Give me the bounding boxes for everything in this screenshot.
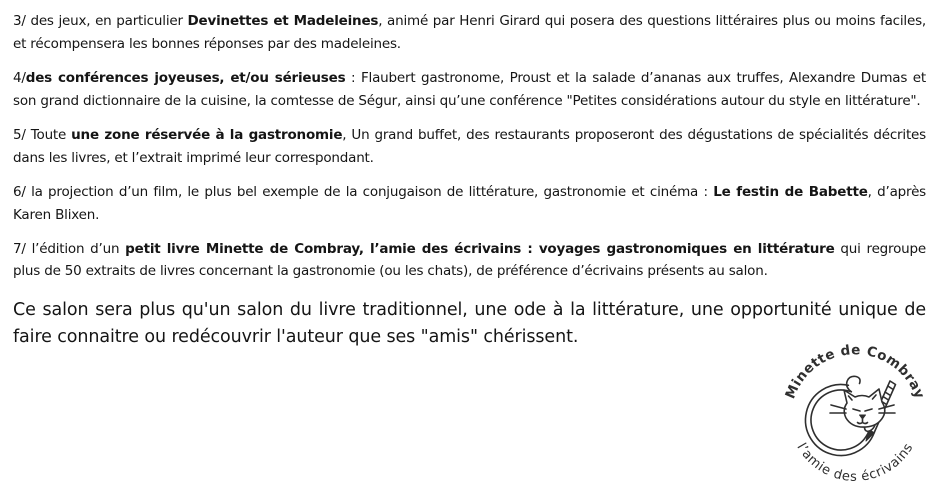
paragraph bbox=[13, 67, 926, 113]
logo-top-text: Minette de Combray bbox=[782, 344, 928, 402]
text-run: qui regroupe plus de 50 extraits de livres concernant la gastronomie (ou les chats), de préférence d’écrivains présents au salon. bbox=[13, 240, 926, 280]
text-run: , animé par Henri Girard qui posera des questions littéraires plus ou moins faciles, et récompensera les bonnes réponses par des madeleines. bbox=[13, 13, 926, 52]
text-run: , Un grand buffet, des restaurants proposeront des dégustations de spécialités décrites dans les livres, et l’extrait imprimé leur correspondant. bbox=[13, 126, 926, 166]
text-run: : Flaubert gastronome, Proust et la salade d’ananas aux truffes, Alexandre Dumas et son grand dictionnaire de la cuisine, la comtesse de Ségur, ainsi qu’une conférence "Petites considérations autour du style en littérature". bbox=[13, 69, 926, 109]
bold-text-run: des conférences joyeuses, et/ou sérieuses bbox=[25, 69, 346, 86]
cat-author-logo-icon bbox=[775, 344, 935, 484]
logo-bottom-text: l’amie des écrivains bbox=[793, 440, 917, 484]
text-run: 4/ bbox=[13, 69, 26, 86]
text-run: 3/ des jeux, en particulier bbox=[13, 13, 188, 29]
paragraph bbox=[13, 10, 926, 56]
text-run: 6/ la projection d’un film, le plus bel exemple de la conjugaison de littérature, gastronomie et cinéma : bbox=[13, 183, 714, 200]
bold-text-run: Devinettes et Madeleines bbox=[187, 13, 379, 29]
paragraph bbox=[13, 238, 926, 284]
paragraph bbox=[13, 124, 926, 170]
text-run: , d’après Karen Blixen. bbox=[13, 183, 927, 223]
paragraph bbox=[13, 181, 926, 227]
bold-text-run: une zone réservée à la gastronomie bbox=[71, 126, 343, 143]
bold-text-run: petit livre Minette de Combray, l’amie des écrivains : voyages gastronomiques en littérature bbox=[125, 240, 835, 257]
document-body bbox=[13, 10, 926, 361]
bold-text-run: Le festin de Babette bbox=[713, 183, 868, 200]
text-run: 7/ l’édition d’un bbox=[13, 240, 126, 257]
text-run: 5/ Toute bbox=[13, 126, 72, 143]
cat-with-pen-drawing bbox=[806, 376, 896, 455]
closing-paragraph bbox=[13, 297, 926, 350]
text-run: Ce salon sera plus qu'un salon du livre traditionnel, une ode à la littérature, une opportunité unique de faire connaitre ou redécouvrir l'auteur que ses "amis" chérissent. bbox=[13, 300, 926, 347]
minette-de-combray-logo bbox=[775, 344, 935, 484]
